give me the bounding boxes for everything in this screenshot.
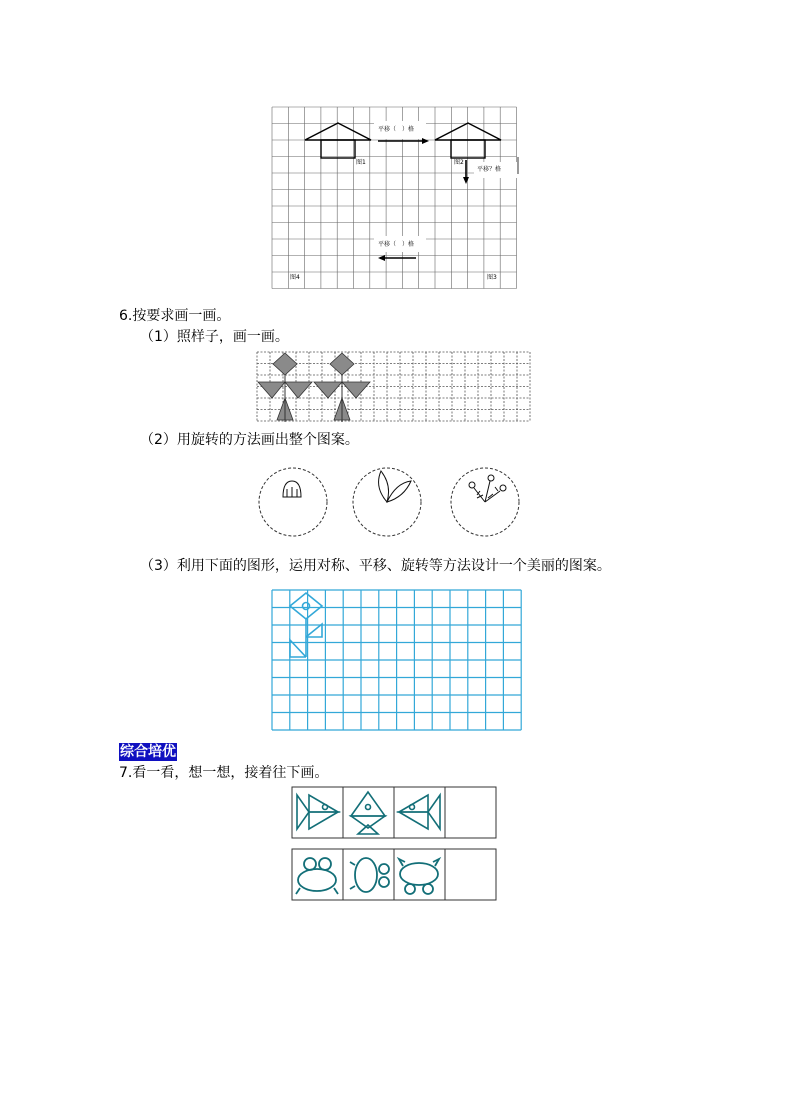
q6-sub1: （1）照样子，画一画。 (140, 329, 289, 345)
house-body-1 (321, 140, 355, 158)
pattern-leaf-3 (314, 382, 342, 398)
arrow-down-label: 平移？格 (477, 166, 502, 173)
design-circle (303, 603, 310, 610)
design-diamond (290, 593, 322, 619)
pattern-leaf-4 (342, 382, 370, 398)
seq-row2-cell4-empty[interactable] (445, 849, 496, 900)
design-grid (0, 585, 790, 735)
pattern-grid (0, 340, 790, 430)
pattern-diamond-1 (273, 353, 297, 375)
fish-left (399, 795, 440, 829)
fig1-label: 图1 (356, 159, 366, 166)
leaves-motif (379, 471, 411, 502)
flower-sprig-motif (469, 475, 506, 502)
house-roof-2 (435, 123, 501, 140)
seq-row1-cell2 (343, 787, 394, 838)
fig3-label: 图3 (487, 274, 497, 281)
sequence-boxes (0, 785, 790, 905)
arrow-left-label: 平移（ ）格 (378, 241, 415, 248)
q6-title: 6.按要求画一画。 (119, 308, 231, 324)
mushroom-motif (283, 481, 301, 497)
turtle-down (296, 858, 338, 894)
arrow-right-label: 平移（ ）格 (378, 126, 415, 133)
house-roof-1 (305, 123, 371, 140)
fig2-label: 图2 (454, 159, 464, 166)
seq-row1-cell4-empty[interactable] (445, 787, 496, 838)
q7-title: 7.看一看，想一想，接着往下画。 (119, 765, 329, 781)
pattern-leaf-1 (258, 382, 285, 398)
q6-sub2: （2）用旋转的方法画出整个图案。 (140, 432, 359, 448)
fish-right (297, 795, 338, 829)
fig4-label: 图4 (290, 274, 300, 281)
turtle-side (350, 858, 389, 892)
rotation-circle-1 (259, 468, 327, 536)
design-leaf-right (306, 624, 322, 637)
rotation-circles (0, 465, 790, 545)
pattern-leaf-2 (285, 382, 312, 398)
fish-up (351, 792, 385, 834)
translation-grid-figure (0, 0, 790, 300)
section-badge: 综合培优 (120, 744, 176, 760)
house-body-2 (451, 140, 485, 158)
turtle-up (399, 859, 439, 894)
q6-sub3: （3）利用下面的图形，运用对称、平移、旋转等方法设计一个美丽的图案。 (140, 558, 611, 574)
pattern-diamond-2 (330, 353, 354, 375)
